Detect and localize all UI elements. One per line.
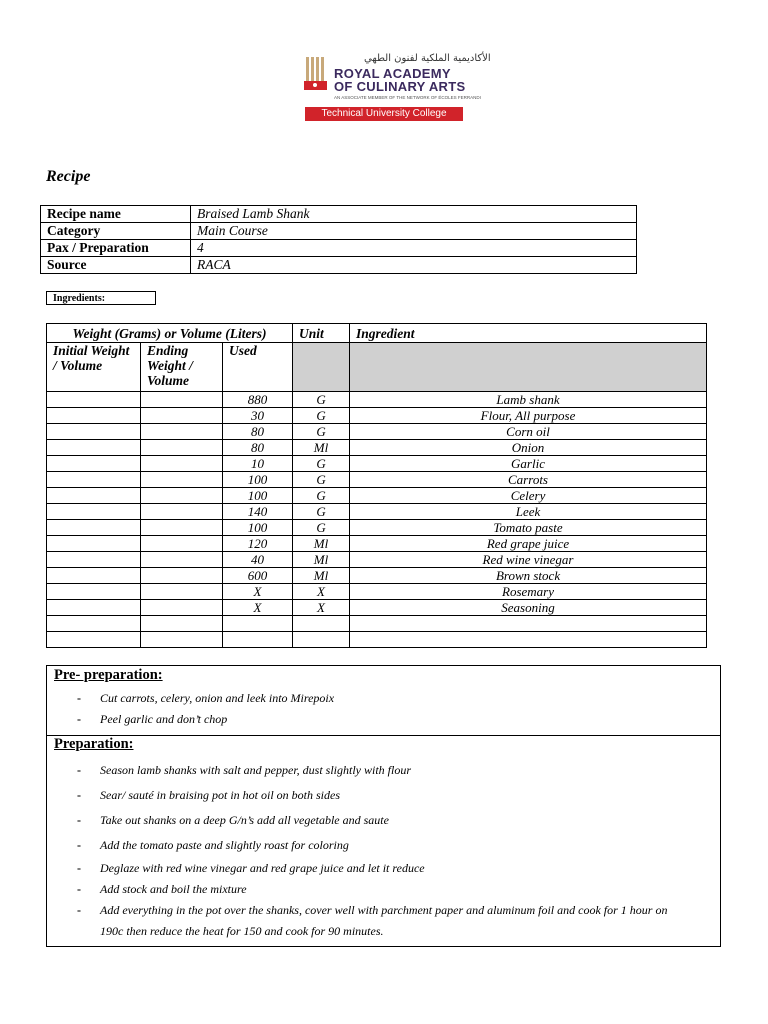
table-row	[47, 536, 707, 552]
preparation-box	[46, 665, 721, 947]
cell-used: X	[223, 584, 293, 600]
cell-ingredient: Tomato paste	[350, 520, 707, 536]
cell-unit	[293, 616, 350, 632]
ingredient-header: Ingredient	[350, 324, 707, 343]
info-key: Pax / Preparation	[41, 240, 191, 257]
logo-arabic-name: الأكاديمية الملكية لفنون الطهي	[364, 53, 491, 64]
cell-used: X	[223, 600, 293, 616]
step-text: Take out shanks on a deep G/n’s add all vegetable and saute	[100, 813, 389, 827]
cell-ingredient: Red wine vinegar	[350, 552, 707, 568]
ingredients-body	[47, 392, 707, 648]
step-text: 190c then reduce the heat for 150 and cook for 90 minutes.	[100, 924, 384, 938]
info-row	[41, 206, 637, 223]
cell-unit: Ml	[293, 568, 350, 584]
cell-initial	[47, 584, 141, 600]
step-text: Deglaze with red wine vinegar and red grape juice and let it reduce	[100, 861, 425, 875]
logo-line-1: ROYAL ACADEMY	[334, 66, 451, 81]
cell-used: 100	[223, 520, 293, 536]
cell-ingredient: Rosemary	[350, 584, 707, 600]
cell-unit: G	[293, 456, 350, 472]
bullet: -	[77, 861, 81, 875]
cell-initial	[47, 520, 141, 536]
cell-used: 600	[223, 568, 293, 584]
cell-ingredient: Corn oil	[350, 424, 707, 440]
info-row	[41, 223, 637, 240]
cell-initial	[47, 392, 141, 408]
cell-used: 10	[223, 456, 293, 472]
cell-unit: Ml	[293, 536, 350, 552]
table-row	[47, 424, 707, 440]
cell-ending	[141, 424, 223, 440]
table-row	[47, 632, 707, 648]
info-value: RACA	[191, 257, 637, 274]
cell-ingredient: Leek	[350, 504, 707, 520]
ingredients-label: Ingredients:	[46, 291, 156, 305]
bullet: -	[77, 712, 81, 726]
cell-ingredient: Seasoning	[350, 600, 707, 616]
cell-used: 40	[223, 552, 293, 568]
step-text: Sear/ sauté in braising pot in hot oil on both sides	[100, 788, 341, 802]
cell-ingredient: Flour, All purpose	[350, 408, 707, 424]
cell-initial	[47, 552, 141, 568]
cell-ingredient: Carrots	[350, 472, 707, 488]
logo-tagline: AN ASSOCIATE MEMBER OF THE NETWORK OF ÉCOLES FERRANDI	[334, 95, 481, 100]
cell-ending	[141, 536, 223, 552]
page-title: Recipe	[46, 168, 91, 185]
cell-ending	[141, 408, 223, 424]
table-row	[47, 440, 707, 456]
info-key: Source	[41, 257, 191, 274]
cell-initial	[47, 632, 141, 648]
cell-used: 80	[223, 424, 293, 440]
unit-subheader-cell	[293, 343, 350, 392]
table-row	[47, 600, 707, 616]
cell-used: 880	[223, 392, 293, 408]
cell-initial	[47, 616, 141, 632]
cell-unit: G	[293, 472, 350, 488]
step-text: Add the tomato paste and slightly roast for coloring	[100, 838, 349, 852]
cell-unit: X	[293, 584, 350, 600]
cell-ingredient	[350, 616, 707, 632]
cell-ending	[141, 392, 223, 408]
table-row	[47, 568, 707, 584]
info-row	[41, 240, 637, 257]
cell-used: 100	[223, 472, 293, 488]
step-text: Season lamb shanks with salt and pepper, dust slightly with flour	[100, 763, 412, 777]
info-row	[41, 257, 637, 274]
table-row	[47, 472, 707, 488]
section-divider	[47, 735, 720, 736]
info-key: Category	[41, 223, 191, 240]
cell-unit: G	[293, 408, 350, 424]
cell-initial	[47, 424, 141, 440]
table-header-row	[47, 324, 707, 343]
bullet: -	[77, 788, 81, 802]
cell-initial	[47, 600, 141, 616]
cell-initial	[47, 488, 141, 504]
cell-unit	[293, 632, 350, 648]
used-header: Used	[223, 343, 293, 392]
table-row	[47, 456, 707, 472]
academy-logo	[304, 53, 491, 123]
table-row	[47, 584, 707, 600]
cell-ingredient: Brown stock	[350, 568, 707, 584]
preparation-heading: Preparation:	[54, 736, 134, 752]
table-row	[47, 504, 707, 520]
step-text: Peel garlic and don’t chop	[100, 712, 228, 726]
cell-ingredient: Garlic	[350, 456, 707, 472]
logo-band: Technical University College	[305, 107, 463, 121]
cell-ending	[141, 600, 223, 616]
bullet: -	[77, 882, 81, 896]
table-row	[47, 408, 707, 424]
bullet: -	[77, 813, 81, 827]
table-row	[47, 520, 707, 536]
bullet: -	[77, 763, 81, 777]
cell-unit: G	[293, 520, 350, 536]
cell-ending	[141, 504, 223, 520]
cell-ingredient: Lamb shank	[350, 392, 707, 408]
table-row	[47, 552, 707, 568]
ingredient-subheader-cell	[350, 343, 707, 392]
cell-ending	[141, 520, 223, 536]
ending-weight-header: Ending Weight / Volume	[141, 343, 223, 392]
initial-weight-header: Initial Weight / Volume	[47, 343, 141, 392]
cell-ending	[141, 440, 223, 456]
cell-unit: X	[293, 600, 350, 616]
bullet: -	[77, 838, 81, 852]
cell-initial	[47, 504, 141, 520]
step-text: Add stock and boil the mixture	[100, 882, 247, 896]
step-text: Cut carrots, celery, onion and leek into Mirepoix	[100, 691, 335, 705]
bullet: -	[77, 903, 81, 917]
cell-ingredient: Onion	[350, 440, 707, 456]
recipe-info-table	[40, 205, 637, 274]
info-value: 4	[191, 240, 637, 257]
cell-unit: Ml	[293, 440, 350, 456]
pre-preparation-heading: Pre- preparation:	[54, 667, 163, 683]
bullet: -	[77, 691, 81, 705]
cell-ending	[141, 472, 223, 488]
cell-ingredient: Celery	[350, 488, 707, 504]
cell-unit: G	[293, 504, 350, 520]
cell-initial	[47, 472, 141, 488]
step-text: Add everything in the pot over the shanks, cover well with parchment paper and aluminum foil and cook for 1 hour on	[100, 903, 668, 917]
cell-unit: G	[293, 392, 350, 408]
weight-header: Weight (Grams) or Volume (Liters)	[47, 324, 293, 343]
cell-initial	[47, 408, 141, 424]
cell-unit: Ml	[293, 552, 350, 568]
cell-used: 140	[223, 504, 293, 520]
cell-unit: G	[293, 488, 350, 504]
cell-ending	[141, 584, 223, 600]
cell-initial	[47, 536, 141, 552]
cell-used	[223, 632, 293, 648]
table-row	[47, 488, 707, 504]
cell-ending	[141, 488, 223, 504]
flag-emblem-icon	[304, 81, 327, 90]
info-key: Recipe name	[41, 206, 191, 223]
cell-unit: G	[293, 424, 350, 440]
cell-used: 80	[223, 440, 293, 456]
table-subheader-row	[47, 343, 707, 392]
cell-ending	[141, 616, 223, 632]
info-value: Main Course	[191, 223, 637, 240]
cell-initial	[47, 568, 141, 584]
cell-used: 100	[223, 488, 293, 504]
cell-initial	[47, 456, 141, 472]
logo-line-2: OF CULINARY ARTS	[334, 79, 466, 94]
table-row	[47, 392, 707, 408]
cell-ending	[141, 552, 223, 568]
cell-used	[223, 616, 293, 632]
cell-used: 30	[223, 408, 293, 424]
cell-initial	[47, 440, 141, 456]
unit-header: Unit	[293, 324, 350, 343]
cell-ingredient: Red grape juice	[350, 536, 707, 552]
cell-ingredient	[350, 632, 707, 648]
table-row	[47, 616, 707, 632]
cell-used: 120	[223, 536, 293, 552]
info-value: Braised Lamb Shank	[191, 206, 637, 223]
cell-ending	[141, 456, 223, 472]
cell-ending	[141, 568, 223, 584]
ingredients-table	[46, 323, 707, 648]
cell-ending	[141, 632, 223, 648]
